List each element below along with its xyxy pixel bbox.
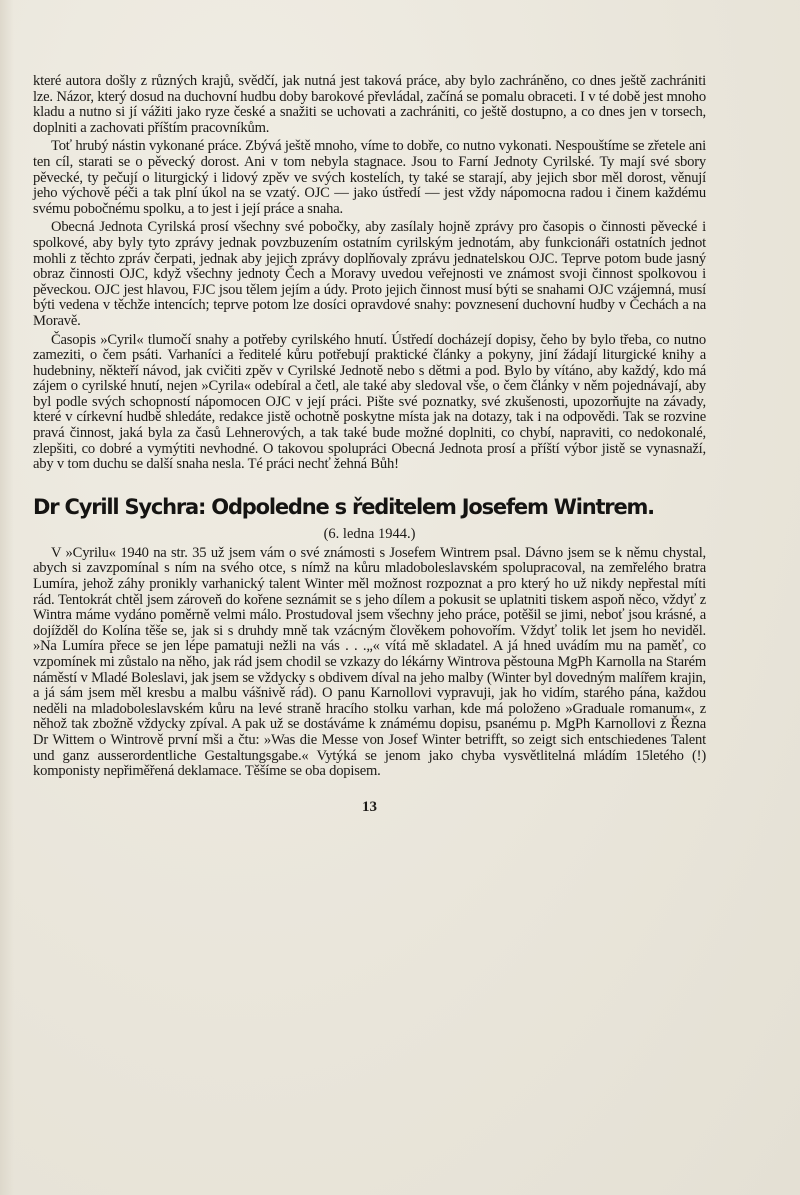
- body-paragraph: které autora došly z různých krajů, svědčí, jak nutná jest taková práce, aby bylo zachráněno, co dnes ještě zachrániti lze. Názor, který dosud na duchovní hudbu doby barokové převládal, začíná se pomalu obraceti. I v té době jest mnoho kladu a nutno si jí vážiti jako ryze české a snažiti se uchovati a zachrániti, co ještě dostupno, a co dnes jen v torsech, doplniti a zachovati příštím pracovníkům.: [33, 73, 706, 136]
- page-number: 13: [362, 798, 377, 815]
- article-date: (6. ledna 1944.): [323, 525, 416, 542]
- page-column: [33, 0, 706, 856]
- body-paragraph: Časopis »Cyril« tlumočí snahy a potřeby cyrilského hnutí. Ústředí docházejí dopisy, čeho by bylo třeba, co nutno zameziti, o čem psáti. Varhaníci a ředitelé kůru potřebují praktické články a pokyny, jiní žádají liturgické knihy a hudebniny, někteří návod, jak cvičiti zpěv v Cyrilské Jednotě nebo s dětmi a pod. Bylo by vítáno, aby každý, kdo má zájem o cyrilské hnutí, nejen »Cyrila« odebíral a četl, ale také aby sledoval vše, o čem články v něm pojednávají, aby byl podle svých schopností nápomocen OJC v její práci. Pište své poznatky, své zkušenosti, upozorňujte na závady, které v církevní hudbě shledáte, redakce jistě ochotně poskytne místa jak na dotazy, tak i na odpovědi. Tak se rozvine pravá činnost, jaká byla za časů Lehnerových, a tak také bude možné doplniti, co chybí, napraviti, co nedokonalé, zlepšiti, co dobré a vymýtiti nevhodné. O takovou spolupráci Obecná Jednota prosí a příští výbor jistě se vynasnaží, aby v tom duchu se další snaha nesla. Té práci nechť žehná Bůh!: [33, 331, 706, 473]
- body-paragraph: Toť hrubý nástin vykonané práce. Zbývá ještě mnoho, víme to dobře, co nutno vykonati. Nespouštíme se zřetele ani ten cíl, starati se o pěvecký dorost. Ani v tom nebyla stagnace. Jsou to Farní Jednoty Cyrilské. Ty mají své sbory pěvecké, ty pečují o liturgický i lidový zpěv ve svých kostelích, ty také se starají, aby jejich sbor měl dorost, věnují jeho výchově péči a tak plní úkol na se vzatý. OJC — jako ústředí — jest vždy nápomocna radou i činem každému svému pobočnému spolku, a to jest i její práce a snaha.: [33, 138, 706, 217]
- page-edge-shadow: [0, 0, 14, 1195]
- body-paragraph: Obecná Jednota Cyrilská prosí všechny své pobočky, aby zasílaly hojně zprávy pro časopis o činnosti pěvecké i spolkové, aby byly tyto zprávy jednak povzbuzením ostatním cyrilským jednotám, aby funkcionáři ostatních jednot mohli z těchto zpráv čerpati, jednak aby jejich zprávy doplňovaly zprávu jednatelskou OJC. Teprve potom bude jasný obraz činnosti OJC, když všechny jednoty Čech a Moravy uvedou veřejnosti ve známost svoji činnost spolkovou i pěveckou. OJC jest hlavou, FJC jsou tělem jejím a údy. Proto jejich činnost musí býti se snahami OJC vzájemná, musí býti vedena v těchže intencích; teprve potom lze dosíci opravdové snahy: povznesení duchovní hudby v Čechách a na Moravě.: [33, 219, 706, 329]
- article-title: Dr Cyrill Sychra: Odpoledne s ředitelem Josefem Wintrem.: [33, 494, 654, 519]
- article-body: V »Cyrilu« 1940 na str. 35 už jsem vám o své známosti s Josefem Wintrem psal. Dávno jsem se k němu chystal, abych si zavzpomínal s ním na svého otce, s nímž na kůru mladoboleslavském spolupracoval, na zemřelého bratra Lumíra, jehož záhy pronikly varhanický talent Winter měl možnost rozpoznat a pro který ho už nikdy nepřestal míti rád. Tentokrát chtěl jsem zároveň do kořene seznámit se s jeho dílem a pokusit se uplatniti tiskem aspoň něco, vždyť z Wintra máme vydáno poměrně velmi málo. Prostudoval jsem všechny jeho práce, potěšil se jimi, neboť jsou krásné, a dojížděl do Kolína těše se, jak si s druhdy mně tak vzácným člověkem pohovořím. Vždyť tolik let jsem ho neviděl. »Na Lumíra přece se jen lépe pamatuji nežli na vás . . .„« vítá mě skladatel. A já hned uvádím mu na paměť, co vzpomínek mi zůstalo na něho, jak rád jsem chodil se vzkazy do lékárny Wintrova pěstouna MgPh Karnolla na Starém náměstí v Mladé Boleslavi, jak jsem se vždycky s obdivem díval na jeho malby (Winter byl dovedným malířem krajin, a já sám jsem měl kresbu a malbu vášnivě rád). O panu Karnollovi vypravuji, jak ho vidím, starého pána, každou neděli na mladoboleslavském kůru na levé straně hracího stolku varhan, kde má položeno »Graduale romanum«, z něhož tak zbožně vždycky zpíval. A pak už se dostáváme k známému dopisu, psanému p. MgPh Karnollovi z Řezna Dr Wittem o Wintrově první mši a čtu: »Was die Messe von Josef Winter betrifft, so zeigt sich entschiedenes Talent und ganz ausserordentliche Gestaltungsgabe.« Vytýká se jenom jako chyba vysvětlitelná mládím 15letého (!) komponisty nepřiměřená deklamace. Těšíme se oba dopisem.: [33, 544, 706, 780]
